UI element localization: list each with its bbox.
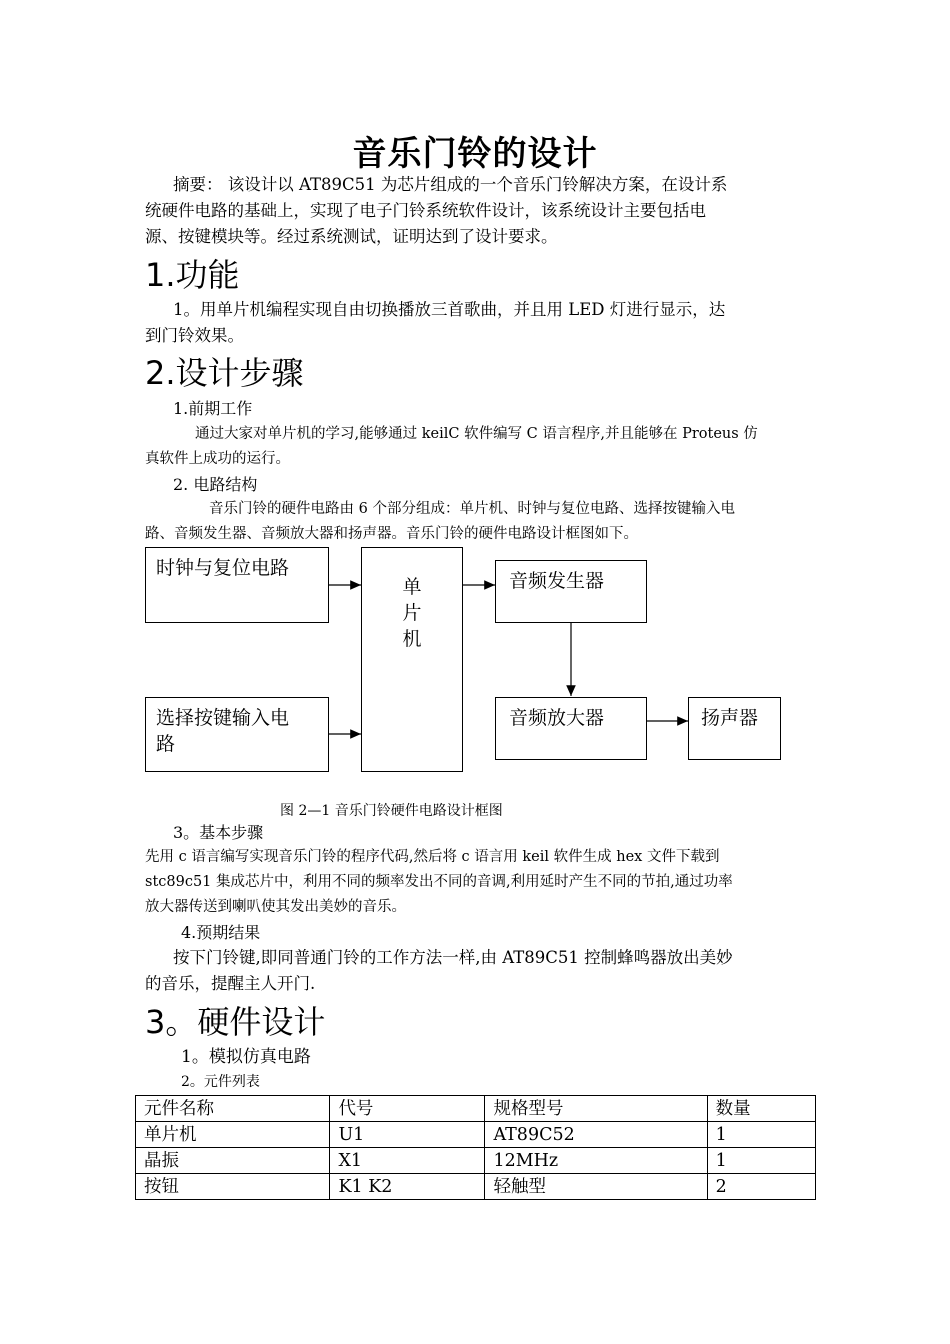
parts-table <box>135 1095 816 1200</box>
audio-amplifier-box <box>495 697 647 760</box>
prework-line: 通过大家对单片机的学习,能够通过 keilC 软件编写 C 语言程序,并且能够在 Proteus 仿 <box>195 426 758 442</box>
table-cell: 轻触型 <box>485 1174 707 1200</box>
circuit-line: 音乐门铃的硬件电路由 6 个部分组成：单片机、时钟与复位电路、选择按键输入电 <box>209 501 735 517</box>
steps-line: 放大器传送到喇叭使其发出美妙的音乐。 <box>145 899 406 915</box>
speaker-box <box>688 697 781 760</box>
speaker-label: 扬声器 <box>701 707 759 729</box>
steps-line: stc89c51 集成芯片中，利用不同的频率发出不同的音调,利用延时产生不同的节拍,通过功率 <box>145 874 733 890</box>
abstract-line: 统硬件电路的基础上，实现了电子门铃系统软件设计，该系统设计主要包括电 <box>145 201 706 220</box>
audio-generator-label: 音频发生器 <box>509 570 605 592</box>
table-header-cell: 数量 <box>707 1096 815 1122</box>
subheading-circuit: 2. 电路结构 <box>173 475 258 494</box>
table-cell: 按钮 <box>136 1174 330 1200</box>
key-input-box <box>145 697 329 772</box>
mcu-box <box>361 547 463 772</box>
section3-heading: 3。硬件设计 <box>145 1003 326 1041</box>
audio-amplifier-label: 音频放大器 <box>509 707 605 729</box>
section1-line: 1。用单片机编程实现自由切换播放三首歌曲，并且用 LED 灯进行显示，达 <box>173 300 726 319</box>
clock-reset-label: 时钟与复位电路 <box>156 557 290 579</box>
table-header-cell: 代号 <box>330 1096 485 1122</box>
subheading-steps: 3。基本步骤 <box>173 823 264 842</box>
abstract-line: 源、按键模块等。经过系统测试，证明达到了设计要求。 <box>145 227 558 246</box>
key-input-label: 路 <box>156 733 176 755</box>
section2-heading: 2.设计步骤 <box>145 354 304 392</box>
table-cell: 1 <box>707 1122 815 1148</box>
table-header-row <box>136 1096 816 1122</box>
steps-body <box>145 845 807 920</box>
figure-caption: 图 2—1 音乐门铃硬件电路设计框图 <box>280 803 503 819</box>
table-header-cell: 规格型号 <box>485 1096 707 1122</box>
table-row <box>136 1148 816 1174</box>
subheading-prework: 1.前期工作 <box>173 399 253 418</box>
table-cell: 单片机 <box>136 1122 330 1148</box>
table-header-cell: 元件名称 <box>136 1096 330 1122</box>
subheading-parts-list: 2。元件列表 <box>181 1074 260 1090</box>
clock-reset-box <box>145 547 329 623</box>
table-row <box>136 1174 816 1200</box>
subheading-expected: 4.预期结果 <box>181 923 261 942</box>
abstract-line: 摘要： 该设计以 AT89C51 为芯片组成的一个音乐门铃解决方案，在设计系 <box>173 175 728 194</box>
key-input-label: 选择按键输入电 <box>156 707 290 729</box>
steps-line: 先用 c 语言编写实现音乐门铃的程序代码,然后将 c 语言用 keil 软件生成 hex 文件下载到 <box>145 849 720 865</box>
expected-line: 按下门铃键,即同普通门铃的工作方法一样,由 AT89C51 控制蜂鸣器放出美妙 <box>173 948 733 967</box>
mcu-label: 单 <box>402 576 422 598</box>
table-cell: AT89C52 <box>485 1122 707 1148</box>
table-cell: 1 <box>707 1148 815 1174</box>
table-cell: 12MHz <box>485 1148 707 1174</box>
expected-line: 的音乐，提醒主人开门. <box>145 974 316 993</box>
table-cell: 2 <box>707 1174 815 1200</box>
section1-heading: 1.功能 <box>145 256 240 294</box>
mcu-label: 机 <box>402 628 422 650</box>
section1-line: 到门铃效果。 <box>145 326 244 345</box>
expected-body <box>145 945 807 997</box>
circuit-line: 路、音频发生器、音频放大器和扬声器。音乐门铃的硬件电路设计框图如下。 <box>145 526 638 542</box>
table-cell: 晶振 <box>136 1148 330 1174</box>
page-title: 音乐门铃的设计 <box>352 134 598 174</box>
audio-generator-box <box>495 560 647 623</box>
table-row <box>136 1122 816 1148</box>
prework-line: 真软件上成功的运行。 <box>145 451 290 467</box>
mcu-label: 片 <box>402 602 422 624</box>
table-cell: U1 <box>330 1122 485 1148</box>
subheading-simulation: 1。模拟仿真电路 <box>181 1047 311 1067</box>
table-cell: X1 <box>330 1148 485 1174</box>
table-cell: K1 K2 <box>330 1174 485 1200</box>
